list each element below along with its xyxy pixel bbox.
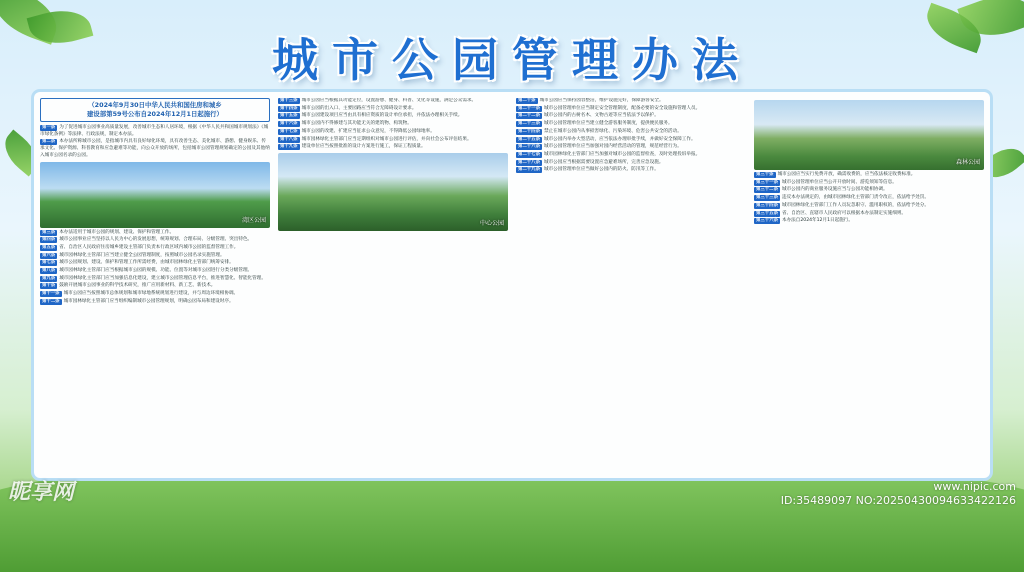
article	[754, 172, 984, 179]
article	[754, 187, 984, 194]
article	[516, 137, 746, 144]
article-text: 城市公园事业应当坚持以人民为中心的发展思想，统筹规划、合理布局、分级管理、突出特色。	[59, 237, 253, 243]
article-text: 城市园林绿化主管部门应当根据城市公园的规模、功能、位置等对城市公园进行分类分级管理。	[59, 268, 253, 274]
column-2	[278, 98, 508, 472]
article-text: 本办法自2024年12月1日起施行。	[781, 218, 853, 224]
article-number: 第九条	[42, 275, 56, 281]
article-number: 第三十条	[756, 172, 774, 177]
article-number: 第二十三条	[518, 121, 540, 127]
article	[40, 283, 270, 290]
article	[278, 137, 508, 144]
article-text: 省、自治区人民政府住房城乡建设主管部门负责本行政区域内城市公园的监督管理工作。	[59, 244, 239, 250]
article	[40, 237, 270, 244]
article-number: 第二十一条	[518, 105, 540, 111]
article-number: 第二十七条	[518, 151, 540, 157]
article-text: 城市公园应当根据需要设置应急避难场所，完善应急设施。	[543, 159, 664, 165]
article-text: 违反本办法规定的，由城市园林绿化主管部门责令改正，依法给予处罚。	[781, 195, 929, 201]
article	[278, 121, 508, 128]
article-text: 城市公园应当按照城市总体规划和城市绿地系统规划进行建设，并与周边环境相协调。	[63, 291, 239, 297]
article	[40, 276, 270, 283]
park-photo	[754, 100, 984, 170]
article-text: 省、自治区、直辖市人民政府可以根据本办法制定实施细则。	[781, 210, 907, 216]
article-text: 城市园林绿化主管部门应当定期组织对城市公园进行评估，并向社会公布评估结果。	[301, 136, 472, 142]
article-text: 为了促进城市公园事业高质量发展，改善城市生态和人居环境，根据《中华人民共和国城市规划法》《城市绿化条例》等法律、行政法规，制定本办法。	[40, 125, 269, 137]
article-number: 第一条	[42, 125, 56, 130]
article-text: 城市公园内不得修建与其功能无关的建筑物、构筑物。	[301, 121, 412, 127]
article	[278, 98, 508, 105]
article	[516, 129, 746, 136]
article-number: 第十八条	[280, 136, 298, 142]
subtitle-line: 建设部第59号公布自2024年12月1日起施行）	[87, 110, 223, 118]
article	[40, 268, 270, 275]
article-number: 第二十五条	[518, 136, 540, 142]
article	[754, 180, 984, 187]
article-text: 城市公园的出入口、主要园路应当符合无障碍设计要求。	[301, 105, 417, 111]
article-number: 第十九条	[280, 144, 298, 150]
article-text: 城市公园管理单位应当制定安全管理制度，配备必要的安全设施和管理人员。	[543, 105, 701, 111]
column-4	[754, 98, 984, 472]
park-photo	[40, 162, 270, 228]
subtitle	[40, 98, 270, 122]
article-text: 城市公园建设项目应当由具有相应资质的设计单位承担，并依法办理相关手续。	[301, 113, 463, 119]
article-number: 第二条	[42, 139, 56, 145]
article	[754, 203, 984, 210]
content-board	[34, 92, 990, 478]
watermark-url: www.nipic.com	[933, 480, 1016, 493]
page-title: 城市公园管理办法	[272, 33, 752, 87]
article-number: 第二十六条	[518, 144, 540, 150]
article-number: 第八条	[42, 268, 56, 274]
article-number: 第三十一条	[756, 179, 778, 185]
article	[754, 211, 984, 218]
article-text: 禁止在城市公园内从事损害绿化、污染环境、危害公共安全的活动。	[543, 128, 682, 134]
article-text: 城市公园应当实行免费开放，确需收费的，应当依法核定收费标准。	[777, 172, 916, 177]
article-text: 城市公园规划、建设、保护和管理工作所需经费，由城市园林绿化主管部门统筹安排。	[59, 260, 234, 266]
article-number: 第三十五条	[756, 210, 778, 216]
article-text: 本办法适用于城市公园的规划、建设、保护和管理工作。	[59, 229, 175, 235]
article-number: 第七条	[42, 260, 56, 266]
article-text: 城市园林绿化主管部门工作人员玩忽职守、滥用职权的，依法给予处分。	[781, 202, 929, 208]
article-number: 第三十六条	[756, 218, 778, 224]
watermark-info	[781, 480, 1016, 508]
article-text: 城市公园内的商业服务设施应当与公园功能相协调。	[781, 187, 888, 193]
article	[278, 144, 508, 151]
article-number: 第二十八条	[518, 159, 540, 165]
article-text: 鼓励开展城市公园事业的科学技术研究，推广应用新材料、新工艺、新技术。	[59, 283, 216, 289]
article-text: 建设单位应当按照批准的设计方案进行施工，保证工程质量。	[301, 144, 426, 150]
article-number: 第十六条	[280, 121, 298, 127]
article-number: 第四条	[42, 237, 56, 243]
article-number: 第三十四条	[756, 202, 778, 208]
park-photo	[278, 153, 508, 231]
article-text: 本办法所称城市公园，是指城市内具有良好绿化环境，具有改善生态、美化城市、游憩、健身娱乐、传承文化、保护资源、科普教育和应急避难等功能，向公众开放的场所，包括城市公园管理规划确定的公园及其他纳入城市公园名录的公园。	[40, 139, 270, 158]
article	[278, 113, 508, 120]
article-number: 第五条	[42, 244, 56, 250]
article-text: 城市园林绿化主管部门应当建立健全公园管理制度，按照城市公园名录实施管理。	[59, 252, 225, 258]
article-text: 城市园林绿化主管部门应当组织编制城市公园管理规划，明确公园布局和建设时序。	[63, 298, 234, 304]
article-text: 城市公园应当根据其功能定位，设置游憩、健身、科普、文化等设施，满足公众需求。	[301, 98, 477, 103]
watermark-logo: 昵享网	[8, 480, 75, 505]
article-number: 第十五条	[280, 113, 298, 119]
article	[40, 299, 270, 306]
article-text: 城市公园管理单位应当做好公园内的防火、防汛等工作。	[543, 167, 659, 173]
article	[278, 106, 508, 113]
article-number: 第十条	[42, 283, 56, 289]
article	[516, 144, 746, 151]
article	[516, 106, 746, 113]
article	[516, 167, 746, 174]
article	[754, 195, 984, 202]
article-text: 城市园林绿化主管部门应当加强对城市公园的监督检查，及时处理投诉举报。	[543, 151, 701, 157]
article	[516, 113, 746, 120]
article	[40, 139, 270, 159]
article-text: 城市公园内的古树名木、文物古迹等应当依法予以保护。	[543, 113, 659, 119]
article-text: 城市公园的改建、扩建应当征求公众意见，不得降低公园绿地率。	[301, 128, 435, 134]
article	[40, 291, 270, 298]
article	[40, 125, 270, 138]
article-text: 城市公园管理单位应当加强对园内经营活动的管理，规范经营行为。	[543, 144, 682, 150]
article-number: 第三十三条	[756, 195, 778, 201]
article-text: 城市公园应当保持园容整洁，维护设施完好，保障游客安全。	[539, 98, 664, 103]
article-text: 城市公园管理单位应当公开开放时间、游览须知等信息。	[781, 179, 897, 185]
article	[40, 230, 270, 237]
article	[40, 253, 270, 260]
article-number: 第十二条	[42, 298, 60, 304]
article-text: 城市公园管理单位应当建立健全游客服务制度，提供便民服务。	[543, 121, 673, 127]
column-3	[516, 98, 746, 472]
article	[516, 98, 746, 105]
article-number: 第二十九条	[518, 167, 540, 173]
article-number: 第二十四条	[518, 128, 540, 134]
watermark-id: ID:35489097 NO:20250430094633422126	[780, 494, 1016, 507]
article	[516, 121, 746, 128]
article-number: 第十七条	[280, 128, 298, 134]
subtitle-line: （2024年9月30日中华人民共和国住房和城乡	[88, 101, 222, 109]
article	[40, 245, 270, 252]
photo-caption: 湾区公园	[241, 216, 266, 224]
article	[754, 218, 984, 225]
article-text: 城市公园内举办大型活动，应当依法办理审批手续，并做好安全保障工作。	[543, 136, 696, 142]
article-text: 城市园林绿化主管部门应当加强信息化建设，建立城市公园管理信息平台，推进智慧化、智能化管理。	[59, 275, 266, 281]
article	[516, 152, 746, 159]
article-number: 第十三条	[280, 98, 298, 103]
article	[278, 129, 508, 136]
article	[40, 260, 270, 267]
article-number: 第十一条	[42, 291, 60, 297]
article	[516, 160, 746, 167]
photo-caption: 森林公园	[955, 159, 980, 167]
article-number: 第三十二条	[756, 187, 778, 193]
article-number: 第十四条	[280, 105, 298, 111]
article-number: 第二十条	[518, 98, 536, 103]
article-number: 第二十二条	[518, 113, 540, 119]
article-number: 第三条	[42, 229, 56, 235]
article-number: 第六条	[42, 252, 56, 258]
column-1	[40, 98, 270, 472]
photo-caption: 中心公园	[479, 220, 504, 228]
